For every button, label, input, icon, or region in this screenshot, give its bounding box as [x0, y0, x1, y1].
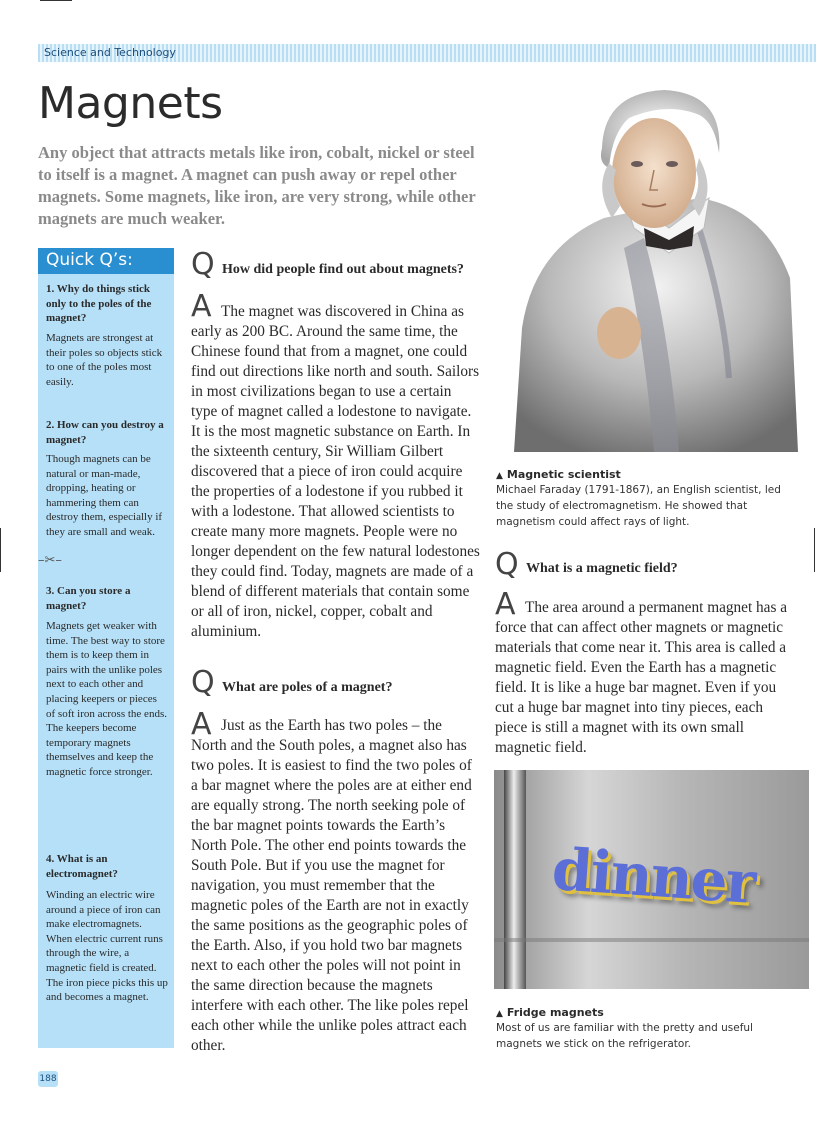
caption-text-fridge: Most of us are familiar with the pretty and useful magnets we stick on the refrigerator. — [496, 1022, 753, 1050]
quick-question-1: 1. Why do things stick only to the poles of the magnet? — [46, 283, 152, 325]
fridge-magnets-photo — [494, 770, 809, 989]
q-letter-3: Q — [495, 547, 519, 582]
quick-question-3: 3. Can you store a magnet? — [46, 585, 131, 612]
quick-answer-4: Winding an electric wire around a piece of iron can make electromagnets. When electric current runs through the wire, a magnetic field is created. The iron piece picks this up and becomes a magnet. — [46, 889, 168, 1004]
triangle-icon: ▲ — [496, 471, 503, 481]
quick-answer-1: Magnets are strongest at their poles so objects stick to one of the poles most easily. — [46, 332, 163, 388]
top-rule — [40, 0, 72, 1]
q-letter-2: Q — [191, 665, 215, 700]
caption-title-fridge: ▲ Fridge magnets — [496, 1006, 604, 1019]
page-number: 188 — [38, 1071, 58, 1087]
quick-question-4: 4. What is an electromagnet? — [46, 853, 118, 880]
quick-questions-title: Quick Q’s: — [46, 250, 133, 270]
quick-answer-3: Magnets get weaker with time. The best way to store them is to keep them in pairs with the unlike poles next to each other and placing keepers or pieces of soft iron across the ends. The keepers become temporary magnets themselves and keep the magnetic force stronger. — [46, 620, 167, 778]
caption-text-scientist: Michael Faraday (1791-1867), an English scientist, led the study of electromagnetism. He showed that magnetism could affect rays of light. — [496, 484, 781, 528]
qa-question-2: What are poles of a magnet? — [222, 680, 393, 695]
page-title: Magnets — [38, 78, 223, 129]
scissors-icon: –✂– — [38, 553, 62, 568]
quick-answer-2: Though magnets can be natural or man-made, dropping, heating or hammering them can destroy them, especially if they are small and weak. — [46, 453, 163, 538]
quick-question-2: 2. How can you destroy a magnet? — [46, 419, 164, 446]
crop-mark-left — [0, 528, 1, 572]
a-letter-2: A — [191, 707, 212, 742]
q-letter-1: Q — [191, 247, 215, 282]
intro-paragraph: Any object that attracts metals like iron, cobalt, nickel or steel to itself is a magnet. A magnet can push away or repel other magnets. Some magnets, like iron, are very strong, while other magnets are much weaker. — [38, 143, 476, 228]
fridge-magnet-letters: dinner — [549, 835, 757, 917]
qa-answer-2: Just as the Earth has two poles – the North and the South poles, a magnet also has two poles. It is easiest to find the two poles of a bar magnet where the poles are at either end are equally strong. The north seeking pole of the bar magnet points towards the Earth’s North Pole. The other end points towards the South Pole. But if you use the magnet for navigation, you must remember that the magnetic poles of the Earth are not in exactly the same positions as the geographic poles of the Earth. Also, if you hold two bar magnets next to each other the poles will not point in the same direction because the magnets interfere with each other. The like poles repel each other while the unlike poles attract each other. — [191, 717, 472, 1054]
qa-answer-1: The magnet was discovered in China as early as 200 BC. Around the same time, the Chinese found that from a magnet, one could find out directions like north and south. Sailors in most civilizations began to use a certain type of magnet called a lodestone to navigate. It is the most magnetic substance on Earth. In the sixteenth century, Sir William Gilbert discovered that a piece of iron could acquire the properties of a lodestone if you rubbed it with a lodestone. That allowed scientists to create many more magnets. People were no longer dependent on the few natural lodestones they could find. Today, magnets are made of a blend of different materials that contain some or all of iron, nickel, copper, cobalt and aluminium. — [191, 303, 480, 640]
qa-question-3: What is a magnetic field? — [526, 561, 678, 576]
qa-answer-3: The area around a permanent magnet has a force that can affect other magnets or magnetic materials that come near it. This area is called a magnetic field. Even the Earth has a magnetic field. It is like a huge bar magnet. Even if you cut a huge bar magnet into tiny pieces, each piece is still a magnet with its own small magnetic field. — [495, 599, 788, 756]
crop-mark-right — [814, 528, 815, 572]
a-letter-3: A — [495, 587, 516, 622]
section-label: Science and Technology — [44, 46, 176, 59]
triangle-icon: ▲ — [496, 1009, 503, 1019]
qa-question-1: How did people find out about magnets? — [222, 262, 464, 277]
caption-title-scientist: ▲ Magnetic scientist — [496, 468, 621, 481]
a-letter-1: A — [191, 289, 212, 324]
michael-faraday-portrait — [494, 78, 810, 452]
